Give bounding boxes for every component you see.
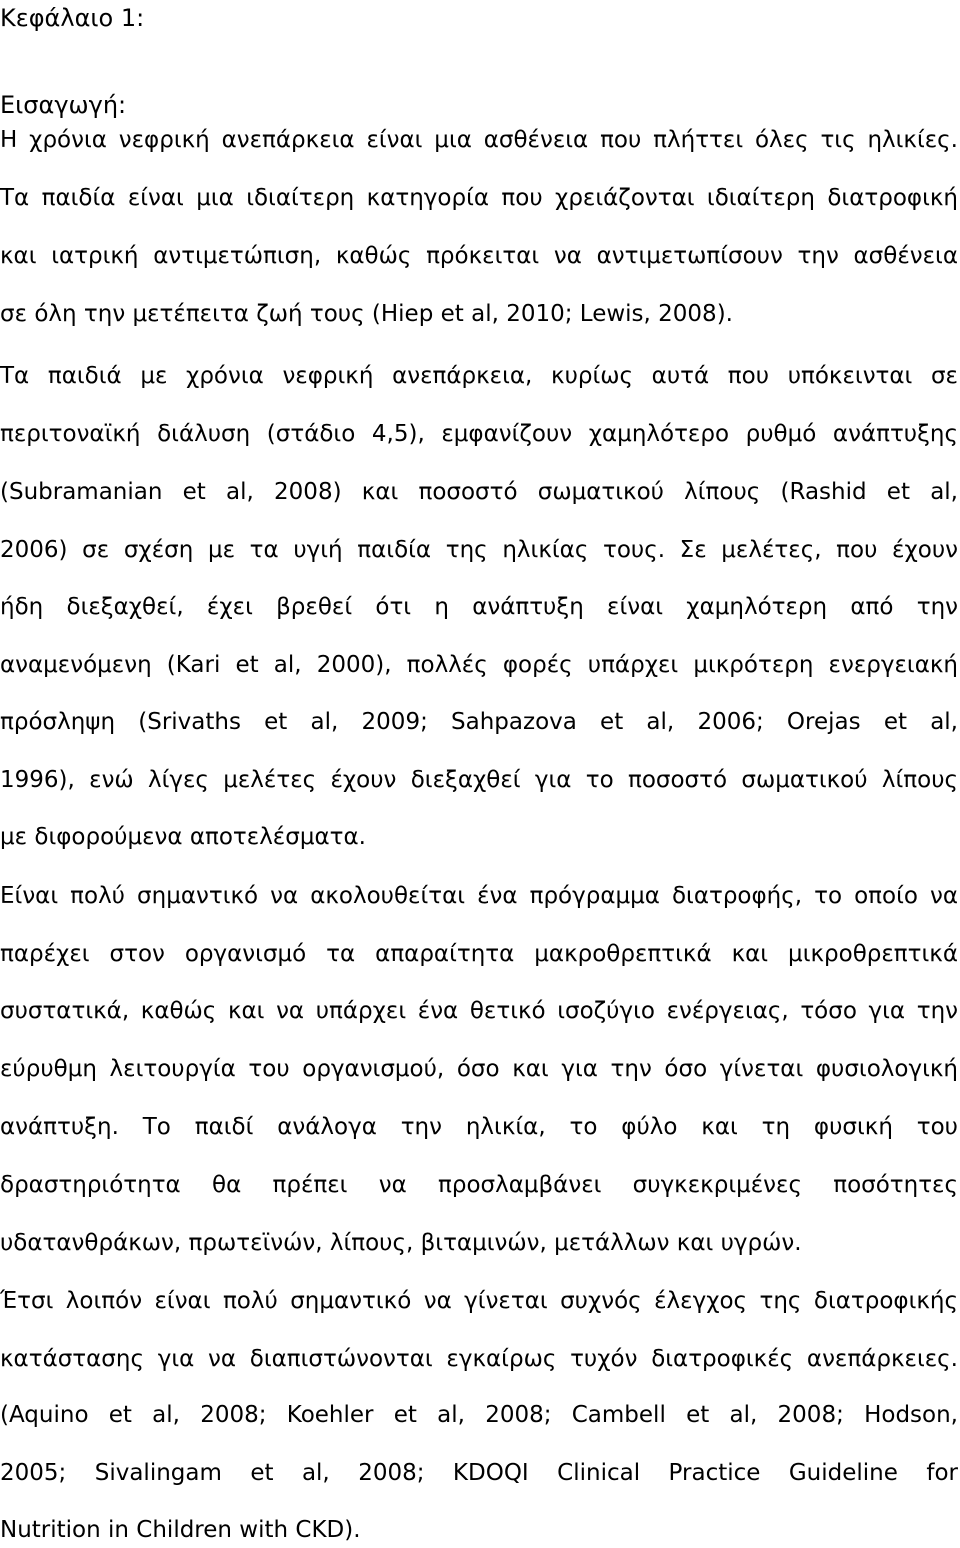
text-line: (Aquino et al, 2008; Koehler et al, 2008; Cambell et al, 2008; Hodson, bbox=[0, 1402, 958, 1428]
text-line: Η χρόνια νεφρική ανεπάρκεια είναι μια ασθένεια που πλήττει όλες τις ηλικίες. bbox=[0, 127, 958, 153]
section-title: Εισαγωγή: bbox=[0, 91, 127, 119]
text-line: 2006) σε σχέση με τα υγιή παιδία της ηλικίας τους. Σε μελέτες, που έχουν bbox=[0, 537, 958, 563]
text-line: δραστηριότητα θα πρέπει να προσλαμβάνει συγκεκριμένες ποσότητες bbox=[0, 1172, 958, 1198]
text-line: παρέχει στον οργανισμό τα απαραίτητα μακροθρεπτικά και μικροθρεπτικά bbox=[0, 941, 958, 967]
text-line: με διφορούμενα αποτελέσματα. bbox=[0, 824, 366, 850]
text-line: 2005; Sivalingam et al, 2008; KDOQI Clinical Practice Guideline for bbox=[0, 1460, 958, 1486]
text-line: Είναι πολύ σημαντικό να ακολουθείται ένα πρόγραμμα διατροφής, το οποίο να bbox=[0, 883, 958, 909]
text-line: Τα παιδιά με χρόνια νεφρική ανεπάρκεια, κυρίως αυτά που υπόκεινται σε bbox=[0, 363, 958, 389]
text-line: υδατανθράκων, πρωτεϊνών, λίπους, βιταμινών, μετάλλων και υγρών. bbox=[0, 1230, 802, 1256]
text-line: συστατικά, καθώς και να υπάρχει ένα θετικό ισοζύγιο ενέργειας, τόσο για την bbox=[0, 998, 958, 1024]
text-line: 1996), ενώ λίγες μελέτες έχουν διεξαχθεί για το ποσοστό σωματικού λίπους bbox=[0, 767, 958, 793]
text-line: εύρυθμη λειτουργία του οργανισμού, όσο και για την όσο γίνεται φυσιολογική bbox=[0, 1056, 958, 1082]
text-line: ανάπτυξη. Το παιδί ανάλογα την ηλικία, το φύλο και τη φυσική του bbox=[0, 1114, 958, 1140]
text-line: ήδη διεξαχθεί, έχει βρεθεί ότι η ανάπτυξη είναι χαμηλότερη από την bbox=[0, 594, 958, 620]
text-line: Έτσι λοιπόν είναι πολύ σημαντικό να γίνεται συχνός έλεγχος της διατροφικής bbox=[0, 1288, 958, 1314]
text-line: και ιατρική αντιμετώπιση, καθώς πρόκειται να αντιμετωπίσουν την ασθένεια bbox=[0, 243, 958, 269]
text-line: πρόσληψη (Srivaths et al, 2009; Sahpazova et al, 2006; Orejas et al, bbox=[0, 709, 958, 735]
chapter-title: Κεφάλαιο 1: bbox=[0, 4, 145, 32]
text-line: Nutrition in Children with CKD). bbox=[0, 1517, 361, 1543]
text-line: (Subramanian et al, 2008) και ποσοστό σωματικού λίπους (Rashid et al, bbox=[0, 479, 958, 505]
text-line: Τα παιδία είναι μια ιδιαίτερη κατηγορία που χρειάζονται ιδιαίτερη διατροφική bbox=[0, 185, 958, 211]
text-line: αναμενόμενη (Kari et al, 2000), πολλές φορές υπάρχει μικρότερη ενεργειακή bbox=[0, 652, 958, 678]
text-line: σε όλη την μετέπειτα ζωή τους (Hiep et al, 2010; Lewis, 2008). bbox=[0, 301, 733, 327]
text-line: κατάστασης για να διαπιστώνονται εγκαίρως τυχόν διατροφικές ανεπάρκειες. bbox=[0, 1346, 958, 1372]
text-line: περιτοναϊκή διάλυση (στάδιο 4,5), εμφανίζουν χαμηλότερο ρυθμό ανάπτυξης bbox=[0, 421, 958, 447]
